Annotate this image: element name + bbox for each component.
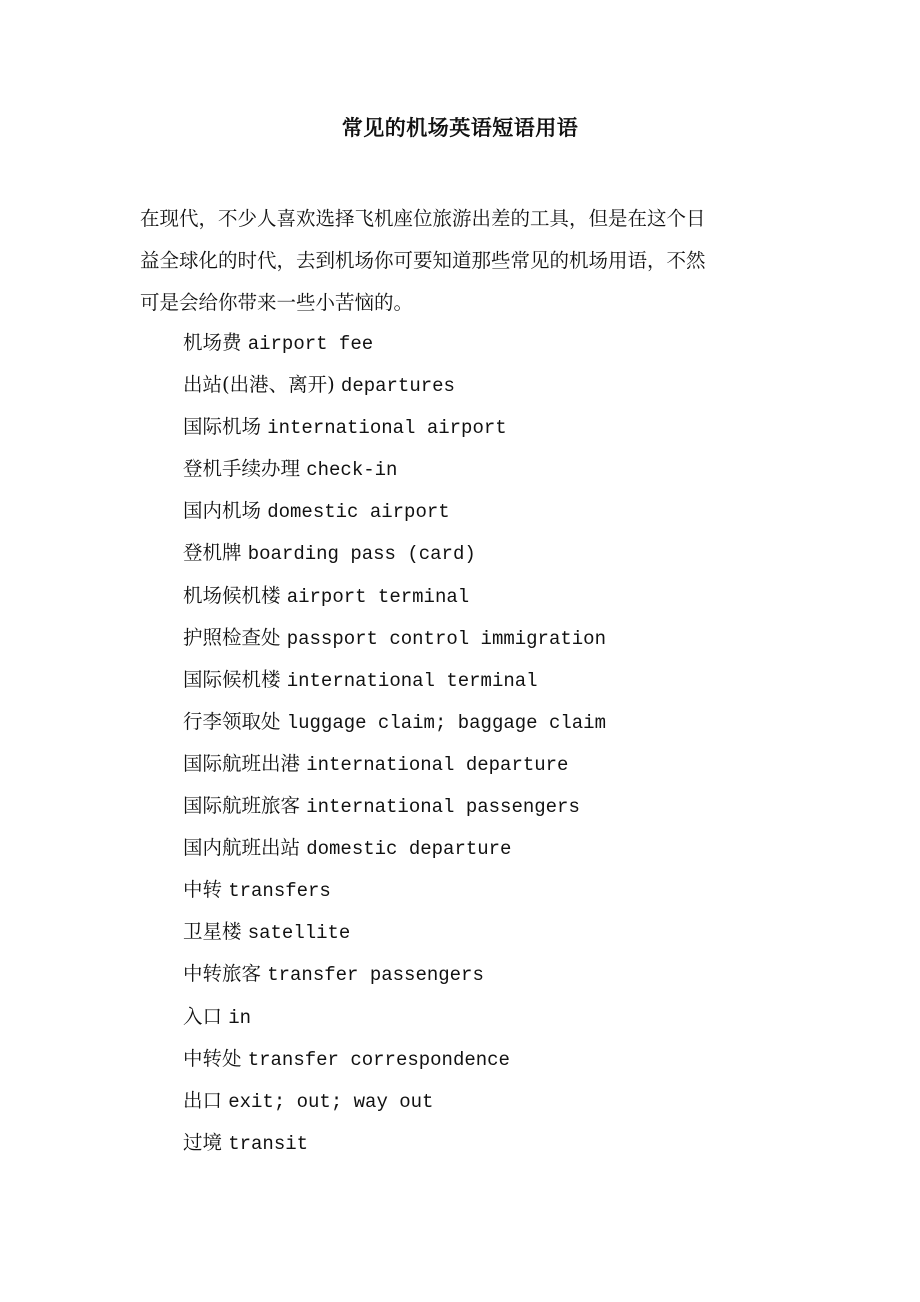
term-chinese: 护照检查处 bbox=[183, 625, 281, 649]
intro-line: 可是会给你带来一些小苦恼的。 bbox=[140, 291, 414, 314]
term-english: domestic departure bbox=[306, 838, 512, 861]
term-english: passport control immigration bbox=[286, 627, 606, 650]
term-item bbox=[183, 532, 606, 574]
term-chinese: 中转处 bbox=[183, 1046, 242, 1070]
term-english: transfer correspondence bbox=[247, 1048, 510, 1071]
term-item bbox=[183, 869, 606, 911]
intro-paragraph bbox=[140, 198, 780, 324]
term-item bbox=[183, 490, 606, 532]
term-item bbox=[183, 996, 606, 1038]
term-chinese: 入口 bbox=[183, 1004, 223, 1028]
term-item bbox=[183, 364, 606, 406]
term-item bbox=[183, 322, 606, 364]
term-chinese: 登机手续办理 bbox=[183, 457, 301, 481]
term-chinese: 中转旅客 bbox=[183, 962, 262, 986]
term-english: satellite bbox=[247, 922, 351, 945]
term-item bbox=[183, 701, 606, 743]
document-title: 常见的机场英语短语用语 bbox=[341, 115, 579, 140]
term-chinese: 国际候机楼 bbox=[183, 667, 281, 691]
term-english: international passengers bbox=[306, 796, 580, 819]
term-english: exit; out; way out bbox=[228, 1090, 434, 1113]
term-item bbox=[183, 575, 606, 617]
term-english: international airport bbox=[267, 417, 507, 440]
term-chinese: 国内机场 bbox=[183, 499, 262, 523]
term-chinese: 国际航班旅客 bbox=[183, 794, 301, 818]
term-english: transit bbox=[228, 1132, 309, 1155]
term-english: boarding pass (card) bbox=[247, 543, 476, 566]
term-english: check-in bbox=[306, 459, 398, 482]
term-chinese: 出口 bbox=[183, 1088, 223, 1112]
term-chinese: 机场费 bbox=[183, 331, 242, 354]
term-item bbox=[183, 827, 606, 869]
term-chinese: 出站(出港、离开) bbox=[183, 373, 335, 397]
term-english: international departure bbox=[306, 753, 569, 776]
term-english: transfers bbox=[228, 880, 331, 903]
term-chinese: 国际机场 bbox=[183, 415, 262, 439]
term-english: airport fee bbox=[247, 333, 374, 355]
term-english: international terminal bbox=[286, 669, 538, 692]
intro-line: 益全球化的时代，去到机场你可要知道那些常见的机场用语，不然 bbox=[140, 249, 706, 272]
term-item bbox=[183, 953, 606, 995]
term-english: transfer passengers bbox=[267, 964, 484, 987]
term-item bbox=[183, 406, 606, 448]
term-chinese: 中转 bbox=[183, 878, 223, 902]
term-english: departures bbox=[340, 375, 455, 398]
term-english: domestic airport bbox=[267, 501, 450, 524]
term-item bbox=[183, 785, 606, 827]
term-chinese: 登机牌 bbox=[183, 541, 242, 565]
term-chinese: 行李领取处 bbox=[183, 709, 281, 733]
term-chinese: 机场候机楼 bbox=[183, 583, 281, 607]
term-english: airport terminal bbox=[286, 585, 470, 608]
term-item bbox=[183, 659, 606, 701]
term-item bbox=[183, 617, 606, 659]
term-english: in bbox=[228, 1006, 252, 1029]
term-chinese: 国内航班出站 bbox=[183, 836, 301, 860]
intro-line: 在现代，不少人喜欢选择飞机座位旅游出差的工具，但是在这个日 bbox=[140, 207, 706, 230]
term-item bbox=[183, 1122, 606, 1164]
term-chinese: 卫星楼 bbox=[183, 920, 242, 944]
term-item bbox=[183, 448, 606, 490]
term-item bbox=[183, 1080, 606, 1122]
term-chinese: 过境 bbox=[183, 1130, 223, 1154]
term-english: luggage claim; baggage claim bbox=[286, 711, 606, 734]
term-chinese: 国际航班出港 bbox=[183, 751, 301, 775]
term-item bbox=[183, 1038, 606, 1080]
term-list bbox=[183, 322, 606, 1164]
term-item bbox=[183, 743, 606, 785]
term-item bbox=[183, 911, 606, 953]
